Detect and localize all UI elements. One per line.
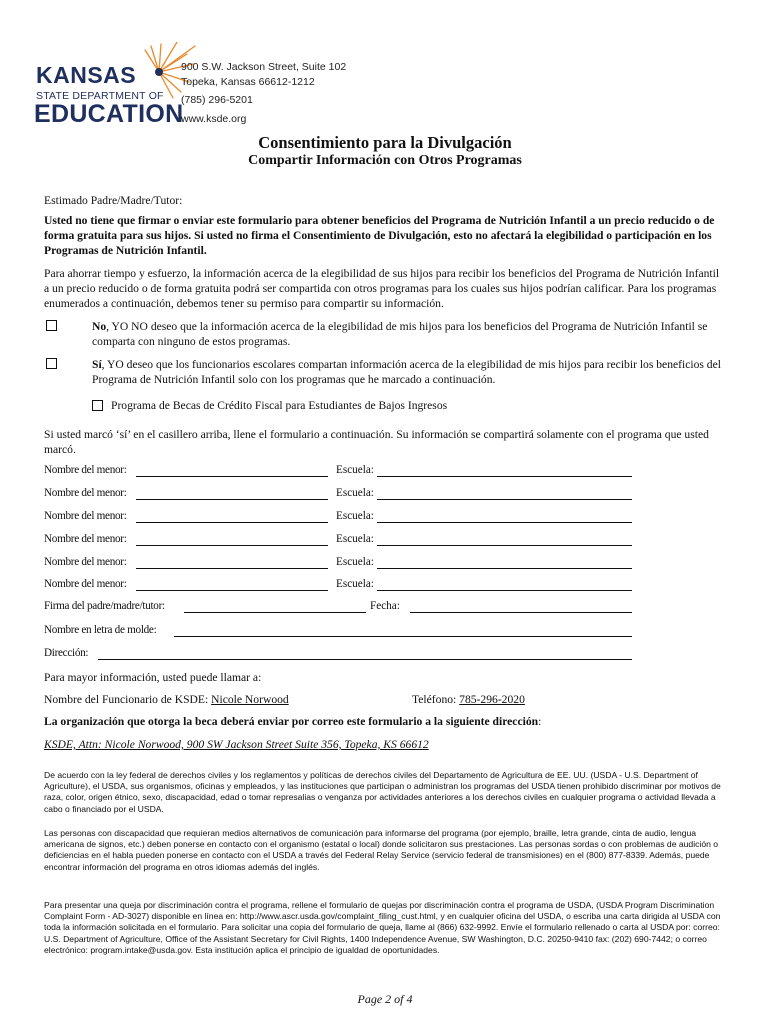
address-line2: Topeka, Kansas 66612-1212 xyxy=(181,75,315,88)
page-subtitle: Compartir Información con Otros Programas xyxy=(248,153,522,168)
school-label: Escuela: xyxy=(336,556,374,568)
school-label: Escuela: xyxy=(336,533,374,545)
child-label: Nombre del menor: xyxy=(44,510,127,522)
phone-value: 785-296-2020 xyxy=(459,693,525,706)
school-field[interactable] xyxy=(377,487,632,500)
school-label: Escuela: xyxy=(336,487,374,499)
header-website: www.ksde.org xyxy=(181,112,247,125)
child-row xyxy=(44,510,634,526)
school-field[interactable] xyxy=(377,556,632,569)
school-field[interactable] xyxy=(377,510,632,523)
print-name-label: Nombre en letra de molde: xyxy=(44,624,157,636)
address-row xyxy=(44,647,634,663)
child-label: Nombre del menor: xyxy=(44,533,127,545)
logo-education-text: EDUCATION xyxy=(34,100,184,128)
greeting: Estimado Padre/Madre/Tutor: xyxy=(44,194,183,207)
phone-label: Teléfono: xyxy=(412,693,457,706)
no-option xyxy=(92,319,722,349)
header-phone: (785) 296-5201 xyxy=(181,94,253,106)
no-word: No xyxy=(92,320,107,333)
child-label: Nombre del menor: xyxy=(44,487,127,499)
header-address xyxy=(181,60,346,126)
yes-option xyxy=(92,357,722,387)
instruction-paragraph: Si usted marcó ‘sí’ en el casillero arriba, llene el formulario a continuación. Su información se compartirá solamente con el programa que usted marcó. xyxy=(44,428,709,456)
child-row xyxy=(44,556,634,572)
child-row xyxy=(44,487,634,503)
child-row xyxy=(44,533,634,549)
disability-paragraph: Las personas con discapacidad que requieran medios alternativos de comunicación para informarse del programa (por ejemplo, braille, letra grande, cinta de audio, lengua americana de signos, etc.) deben ponerse en contacto con el organismo (estatal o local) donde solicitaron sus prestaciones. Las personas sordas o con problemas de audición o deficiencias en el habla pueden ponerse en contacto con el USDA a través del Federal Relay Service (servicio federal de transmisiones) en el (800) 877-8339. Además, puede encontrar información del programa en otros idiomas además del inglés. xyxy=(44,828,719,872)
child-name-field[interactable] xyxy=(136,464,328,477)
intro-paragraph: Para ahorrar tiempo y esfuerzo, la información acerca de la elegibilidad de sus hijos para recibir los beneficios del Programa de Nutrición Infantil a un precio reducido o de forma gratuita podrá ser compartida con otros programas para los cuales sus hijos podrían calificar. Para los programas enumerados a continuación, debemos tener su permiso para compartir su información. xyxy=(44,267,720,310)
complaint-paragraph: Para presentar una queja por discriminación contra el programa, rellene el formulario de quejas por discriminación contra el programa de USDA, (USDA Program Discrimination Complaint Form - AD-3027) disponible en línea en: http://www.ascr.usda.gov/complaint_filing_cust.html, y en cualquier oficina del USDA, o escriba una carta dirigida al USDA con toda la información solicitada en el formulario. Para solicitar una copia del formulario de queja, llame al (866) 632-9992. Envíe el formulario rellenado o carta al USDA por: correo: U.S. Department of Agriculture, Office of the Assistant Secretary for Civil Rights, 1400 Independence Avenue, SW Washington, D.C. 20250-9410 fax: (202) 690-7442; o correo electrónico: program.intake@usda.gov. Esta institución aplica el principio de igualdad de oportunidades. xyxy=(44,900,721,955)
child-label: Nombre del menor: xyxy=(44,464,127,476)
address-label: Dirección: xyxy=(44,647,89,659)
child-label: Nombre del menor: xyxy=(44,578,127,590)
signature-label: Firma del padre/madre/tutor: xyxy=(44,600,165,612)
school-label: Escuela: xyxy=(336,578,374,590)
mail-instruction-text: La organización que otorga la beca deberá enviar por correo este formulario a la siguiente dirección xyxy=(44,715,539,728)
ksde-logo xyxy=(34,48,184,128)
nondiscrimination-paragraph: De acuerdo con la ley federal de derechos civiles y los reglamentos y políticas de derechos civiles del Departamento de Agricultura de EE. UU. (USDA - U.S. Department of Agriculture), el USDA, sus organismos, oficinas y empleados, y las instituciones que participan o administran los programas del USDA tienen prohibido discriminar por motivos de raza, color, origen étnico, sexo, discapacidad, edad o tomar represalias o venganza por actividades anteriores a los derechos civiles en cualquier programa o actividad llevada a cabo o financiado por el USDA. xyxy=(44,770,721,814)
child-row xyxy=(44,464,634,480)
signature-field[interactable] xyxy=(184,600,366,613)
no-checkbox[interactable] xyxy=(46,320,57,331)
child-row xyxy=(44,578,634,594)
program-checkbox[interactable] xyxy=(92,400,103,411)
school-label: Escuela: xyxy=(336,464,374,476)
logo-kansas-text: KANSAS xyxy=(36,62,137,88)
school-field[interactable] xyxy=(377,533,632,546)
official-label: Nombre del Funcionario de KSDE: xyxy=(44,693,209,706)
page-title: Consentimiento para la Divulgación xyxy=(258,133,512,152)
official-name: Nicole Norwood xyxy=(211,693,289,706)
child-name-field[interactable] xyxy=(136,510,328,523)
school-field[interactable] xyxy=(377,464,632,477)
mail-instruction xyxy=(44,714,724,729)
child-name-field[interactable] xyxy=(136,533,328,546)
program-label: Programa de Becas de Crédito Fiscal para Estudiantes de Bajos Ingresos xyxy=(111,399,448,412)
logo-dept-text: STATE DEPARTMENT OF xyxy=(36,90,164,102)
print-name-field[interactable] xyxy=(174,624,632,637)
school-field[interactable] xyxy=(377,578,632,591)
yes-option-text: , YO deseo que los funcionarios escolares compartan información acerca de la elegibilidad de mis hijos para recibir los beneficios del Programa de Nutrición Infantil solo con los programas que he marcado a continuación. xyxy=(92,358,721,386)
signature-row xyxy=(44,600,634,616)
mail-address: KSDE, Attn: Nicole Norwood, 900 SW Jackson Street Suite 356, Topeka, KS 66612 xyxy=(44,738,429,751)
child-name-field[interactable] xyxy=(136,556,328,569)
yes-word: Sí xyxy=(92,358,102,371)
date-field[interactable] xyxy=(410,600,632,613)
child-label: Nombre del menor: xyxy=(44,556,127,568)
child-name-field[interactable] xyxy=(136,487,328,500)
address-line1: 900 S.W. Jackson Street, Suite 102 xyxy=(181,61,347,73)
date-label: Fecha: xyxy=(370,600,400,612)
page-number: Page 2 of 4 xyxy=(357,992,413,1006)
print-name-row xyxy=(44,624,634,640)
child-name-field[interactable] xyxy=(136,578,328,591)
official-phone-line xyxy=(412,692,712,707)
yes-checkbox[interactable] xyxy=(46,358,57,369)
school-label: Escuela: xyxy=(336,510,374,522)
no-option-text: , YO NO deseo que la información acerca de la elegibilidad de mis hijos para los beneficios del Programa de Nutrición Infantil se comparta con ninguno de estos programas. xyxy=(92,320,708,348)
bold-notice: Usted no tiene que firmar o enviar este formulario para obtener beneficios del Programa de Nutrición Infantil a un precio reducido o de forma gratuita para sus hijos. Si usted no firma el Consentimiento de Divulgación, esto no afectará la elegibilidad o participación en los Programas de Nutrición Infantil. xyxy=(44,214,715,257)
address-field[interactable] xyxy=(98,647,632,660)
more-info-text: Para mayor información, usted puede llamar a: xyxy=(44,671,262,684)
mail-colon: : xyxy=(538,715,542,728)
